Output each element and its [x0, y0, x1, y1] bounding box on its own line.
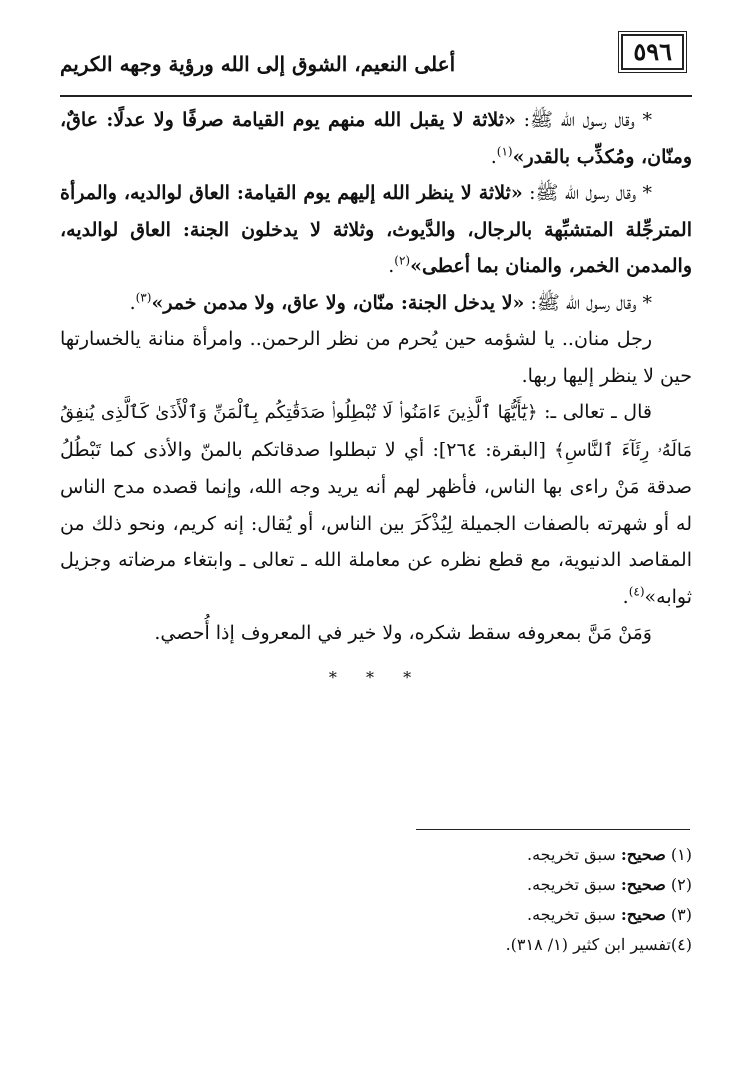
footnote-number: (٢) [670, 875, 692, 894]
footnote-text: سبق تخريجه. [527, 875, 621, 894]
paragraph-reflection: رجل منان.. يا لشؤمه حين يُحرم من نظر الرحمن.. وامرأة منانة يالخسارتها حين لا ينظر إليها ربها. [60, 328, 692, 387]
footnote-4 [60, 930, 692, 960]
footnote-number: (٣) [670, 905, 692, 924]
hadith-intro: * وقال رسول الله ﷺ: [524, 291, 652, 314]
period: . [129, 291, 136, 314]
footnote-number: (٤) [670, 935, 692, 954]
paragraph-hadith-1 [60, 102, 692, 175]
header-rule [60, 95, 692, 97]
hadith-text: «لا يدخل الجنة: منّان، ولا عاق، ولا مدمن خمر» [151, 291, 525, 314]
footnote-ref[interactable]: (٣) [135, 290, 152, 305]
footnote-text: تفسير ابن كثير (١/ ٣١٨). [505, 935, 671, 954]
footnote-grade: صحيح: [620, 845, 666, 864]
page-header [60, 30, 692, 90]
footnotes [60, 840, 692, 960]
footnote-grade: صحيح: [620, 905, 666, 924]
tafsir-intro: قال ـ تعالى ـ: [537, 401, 652, 423]
page-body [60, 102, 692, 696]
paragraph-tafsir [60, 394, 692, 615]
footnote-3 [60, 900, 692, 930]
footnote-ref[interactable]: (٢) [394, 253, 411, 268]
hadith-text: «ثلاثة لا يقبل الله منهم يوم القيامة صرفًا ولا عدلًا: عاقٌ، ومنّان، ومُكذِّب بالقدر» [60, 109, 692, 168]
footnote-number: (١) [670, 845, 692, 864]
footnote-rule [416, 829, 690, 830]
period: . [490, 145, 497, 168]
hadith-intro: * وقال رسول الله ﷺ: [522, 182, 652, 204]
quran-verse: ﴿يَٰٓأَيُّهَا ٱلَّذِينَ ءَامَنُوا۟ لَا تُبْطِلُوا۟ صَدَقَٰتِكُم بِٱلْمَنِّ وَٱلْأَذَىٰ كَٱلَّذِى يُنفِقُ مَالَهُۥ رِئَآءَ ٱلنَّاسِ﴾ [60, 402, 692, 461]
footnote-2 [60, 870, 692, 900]
period: . [622, 585, 629, 608]
section-separator: * * * [328, 667, 424, 687]
verse-citation: [البقرة: ٢٦٤] [438, 438, 555, 461]
footnote-ref[interactable]: (١) [496, 144, 513, 159]
footnote-1 [60, 840, 692, 870]
paragraph-conclusion: وَمَنْ مَنَّ بمعروفه سقط شكره، ولا خير في المعروف إذا أُحصي. [154, 622, 652, 644]
paragraph-hadith-3 [60, 285, 692, 322]
footnote-text: سبق تخريجه. [527, 845, 621, 864]
hadith-intro: * وقال رسول الله ﷺ: [515, 109, 652, 131]
footnote-ref[interactable]: (٤) [628, 584, 645, 599]
tafsir-text: : أي لا تبطلوا صدقاتكم بالمنّ والأذى كما تَبْطُلُ صدقة مَنْ راءى بها الناس، فأظهر لهم أنه يريد وجه الله، وإنما قصده مدح الناس له أو شهرته بالصفات الجميلة لِيُذْكَرَ بين الناس، أو يُقال: إنه كريم، ونحو ذلك من المقاصد الدنيوية، مع قطع نظره عن معاملة الله ـ تعالى ـ وابتغاء مرضاته وجزيل ثوابه» [60, 438, 692, 608]
page-number: ٥٩٦ [621, 34, 684, 70]
paragraph-hadith-2 [60, 175, 692, 285]
period: . [388, 255, 395, 277]
running-title: أعلى النعيم، الشوق إلى الله ورؤية وجهه الكريم [60, 52, 456, 76]
footnote-grade: صحيح: [620, 875, 666, 894]
hadith-text: «ثلاثة لا ينظر الله إليهم يوم القيامة: العاق لوالديه، والمرأة المترجِّلة المتشبِّهة بالرجال، والدَّيوث، وثلاثة لا يدخلون الجنة: العاق لوالديه، والمدمن الخمر، والمنان بما أعطى» [60, 182, 692, 277]
footnote-text: سبق تخريجه. [527, 905, 621, 924]
